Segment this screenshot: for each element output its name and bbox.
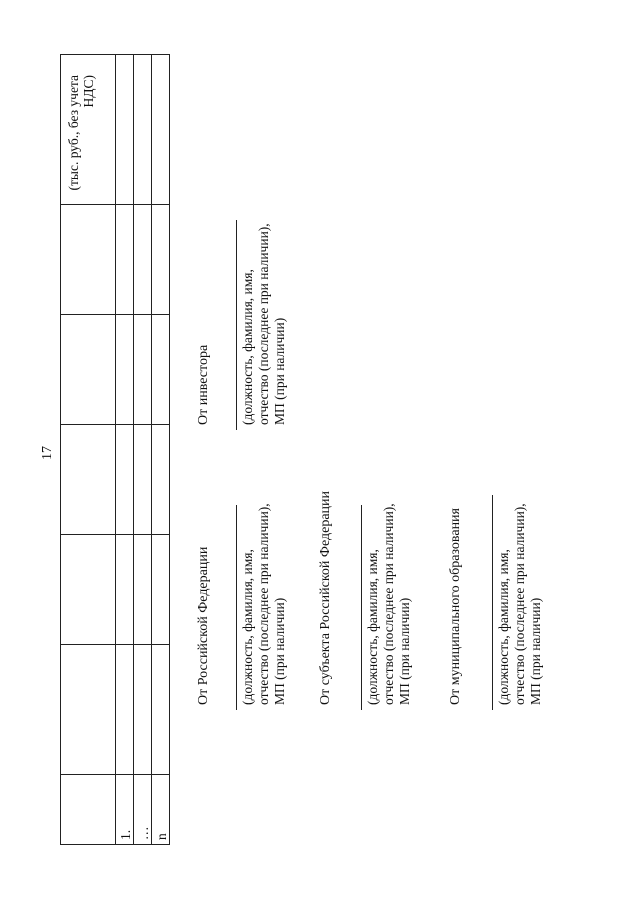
signature-caption: (должность, фамилия, имя, xyxy=(240,549,255,705)
signature-caption: отчество (последнее при наличии), xyxy=(512,503,527,705)
table-column-divider xyxy=(60,424,170,425)
signature-line xyxy=(236,220,237,430)
heading-subject: От субъекта Российской Федерации xyxy=(318,490,333,705)
data-table xyxy=(60,55,170,845)
signature-caption: (должность, фамилия, имя, xyxy=(240,269,255,425)
row-label: 1. xyxy=(118,829,133,840)
heading-federation: От Российской Федерации xyxy=(196,546,211,705)
signature-caption: МП (при наличии) xyxy=(272,597,287,705)
table-left-border xyxy=(60,844,170,845)
table-column-divider xyxy=(60,314,170,315)
signature-caption: МП (при наличии) xyxy=(272,317,287,425)
signature-caption: (должность, фамилия, имя, xyxy=(496,549,511,705)
unit-header: (тыс. руб., без учета НДС) xyxy=(66,75,96,191)
signature-line xyxy=(361,505,362,710)
table-column-divider xyxy=(60,204,170,205)
signature-caption: отчество (последнее при наличии), xyxy=(256,223,271,425)
table-row-separator xyxy=(151,55,152,845)
table-row-separator xyxy=(133,55,134,845)
row-label: … xyxy=(136,826,151,840)
table-header-separator xyxy=(115,55,116,845)
table-right-border xyxy=(60,54,170,55)
table-column-divider xyxy=(60,534,170,535)
signature-line xyxy=(492,495,493,710)
page-number: 17 xyxy=(40,446,55,460)
signature-caption: МП (при наличии) xyxy=(397,597,412,705)
heading-investor: От инвестора xyxy=(196,344,211,425)
table-bottom-border xyxy=(169,55,170,845)
signature-caption: (должность, фамилия, имя, xyxy=(365,549,380,705)
signature-caption: отчество (последнее при наличии), xyxy=(256,503,271,705)
table-column-divider xyxy=(60,644,170,645)
table-top-border xyxy=(60,55,61,845)
signature-caption: отчество (последнее при наличии), xyxy=(381,503,396,705)
table-column-divider xyxy=(60,774,170,775)
heading-municipal: От муниципального образования xyxy=(448,508,463,705)
signature-line xyxy=(236,505,237,710)
row-label: n xyxy=(154,833,169,840)
signature-caption: МП (при наличии) xyxy=(528,597,543,705)
